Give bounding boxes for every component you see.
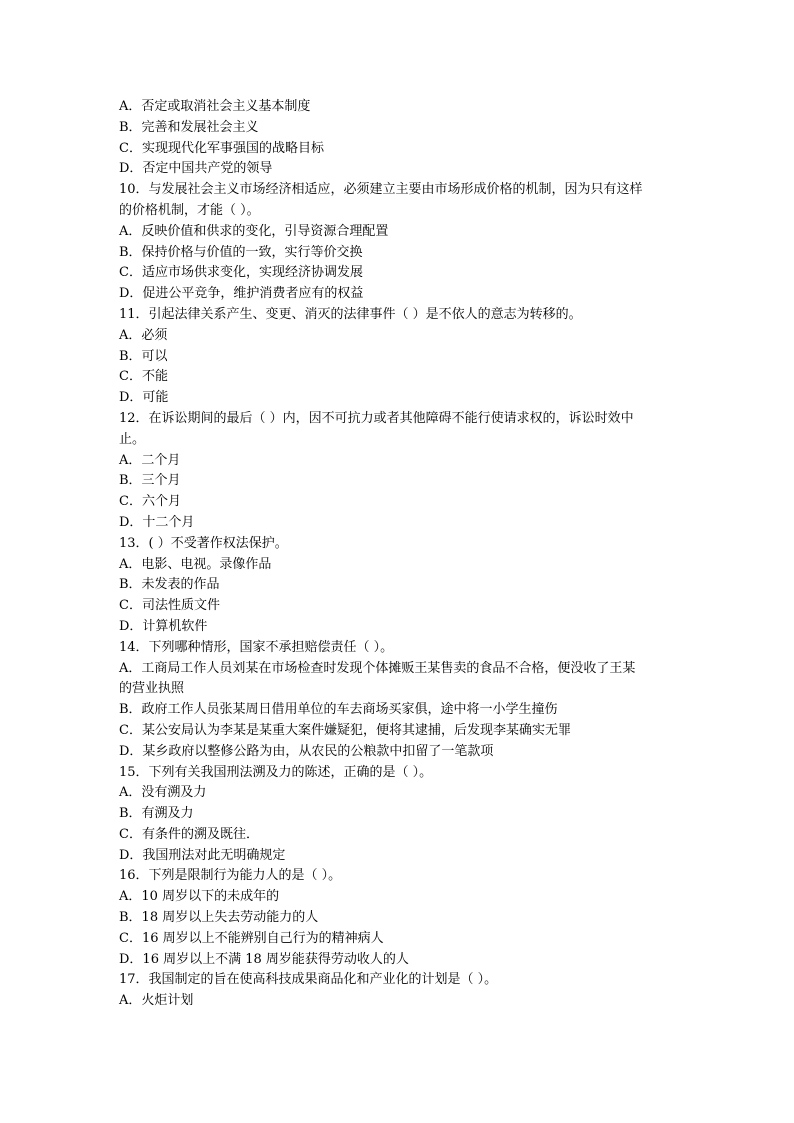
text-line: C．有条件的溯及既往． [119, 826, 259, 842]
text-line: 14．下列哪种情形，国家不承担赔偿责任（ ）。 [119, 639, 394, 655]
text-line: A．二个月 [119, 452, 181, 468]
text-line: 止。 [119, 431, 146, 447]
text-line: B．未发表的作品 [119, 577, 220, 593]
text-line: D．否定中国共产党的领导 [119, 161, 273, 177]
text-line: B．保持价格与价值的一致，实行等价交换 [119, 244, 363, 260]
text-line: 的价格机制，才能（ ）。 [119, 202, 260, 218]
text-line: 15．下列有关我国刑法溯及力的陈述，正确的是（ ）。 [119, 764, 433, 780]
text-line: C．六个月 [119, 494, 181, 510]
text-line: D．十二个月 [119, 514, 195, 530]
text-line: 10．与发展社会主义市场经济相适应，必须建立主要由市场形成价格的机制，因为只有这样 [119, 182, 643, 198]
text-line: C．不能 [119, 369, 168, 385]
text-line: A．没有溯及力 [119, 785, 207, 801]
text-line: A．必须 [119, 327, 168, 343]
text-line: 16．下列是限制行为能力人的是（ ）。 [119, 868, 342, 884]
text-line: 17．我国制定的旨在使高科技成果商品化和产业化的计划是（ ）。 [119, 972, 498, 988]
text-line: D．促进公平竞争，维护消费者应有的权益 [119, 286, 364, 302]
text-line: B．三个月 [119, 473, 181, 489]
text-line: C．16 周岁以上不能辨别自己行为的精神病人 [119, 930, 384, 946]
text-line: 11．引起法律关系产生、变更、消灭的法律事件（ ）是不依人的意志为转移的。 [119, 306, 582, 322]
text-line: D．16 周岁以上不满 18 周岁能获得劳动收人的人 [119, 951, 409, 967]
text-line: C．实现现代化军事强国的战略目标 [119, 140, 324, 156]
text-line: B．有溯及力 [119, 806, 194, 822]
text-line: A．10 周岁以下的未成年的 [119, 889, 280, 905]
document-page [119, 97, 679, 1012]
text-line: B．政府工作人员张某周日借用单位的车去商场买家俱，途中将一小学生撞伤 [119, 702, 558, 718]
text-line: D．计算机软件 [119, 618, 208, 634]
text-line: D．可能 [119, 390, 169, 406]
text-line: C．司法性质文件 [119, 598, 220, 614]
text-line: C．某公安局认为李某是某重大案件嫌疑犯，便将其逮捕，后发现李某确实无罪 [119, 722, 571, 738]
text-line: 13．( ）不受著作权法保护。 [119, 535, 288, 551]
text-line: B．完善和发展社会主义 [119, 119, 259, 135]
text-line: A．否定或取消社会主义基本制度 [119, 99, 311, 114]
text-line: B．18 周岁以上失去劳动能力的人 [119, 910, 319, 926]
text-line: D．我国刑法对此无明确规定 [119, 847, 286, 863]
text-line: B．可以 [119, 348, 168, 364]
text-line: 12．在诉讼期间的最后（ ）内，因不可抗力或者其他障碍不能行使请求权的，诉讼时效中 [119, 410, 634, 426]
text-line: D．某乡政府以整修公路为由，从农民的公粮款中扣留了一笔款项 [119, 743, 494, 759]
text-line: 的营业执照 [119, 681, 185, 697]
text-line: C．适应市场供求变化，实现经济协调发展 [119, 265, 363, 281]
text-line: A．工商局工作人员刘某在市场检查时发现个体摊贩王某售卖的食品不合格，便没收了王某 [119, 660, 636, 676]
text-line: A．反映价值和供求的变化，引导资源合理配置 [119, 223, 389, 239]
text-line: A．火炬计划 [119, 993, 194, 1009]
text-line: A．电影、电视。录像作品 [119, 556, 272, 572]
